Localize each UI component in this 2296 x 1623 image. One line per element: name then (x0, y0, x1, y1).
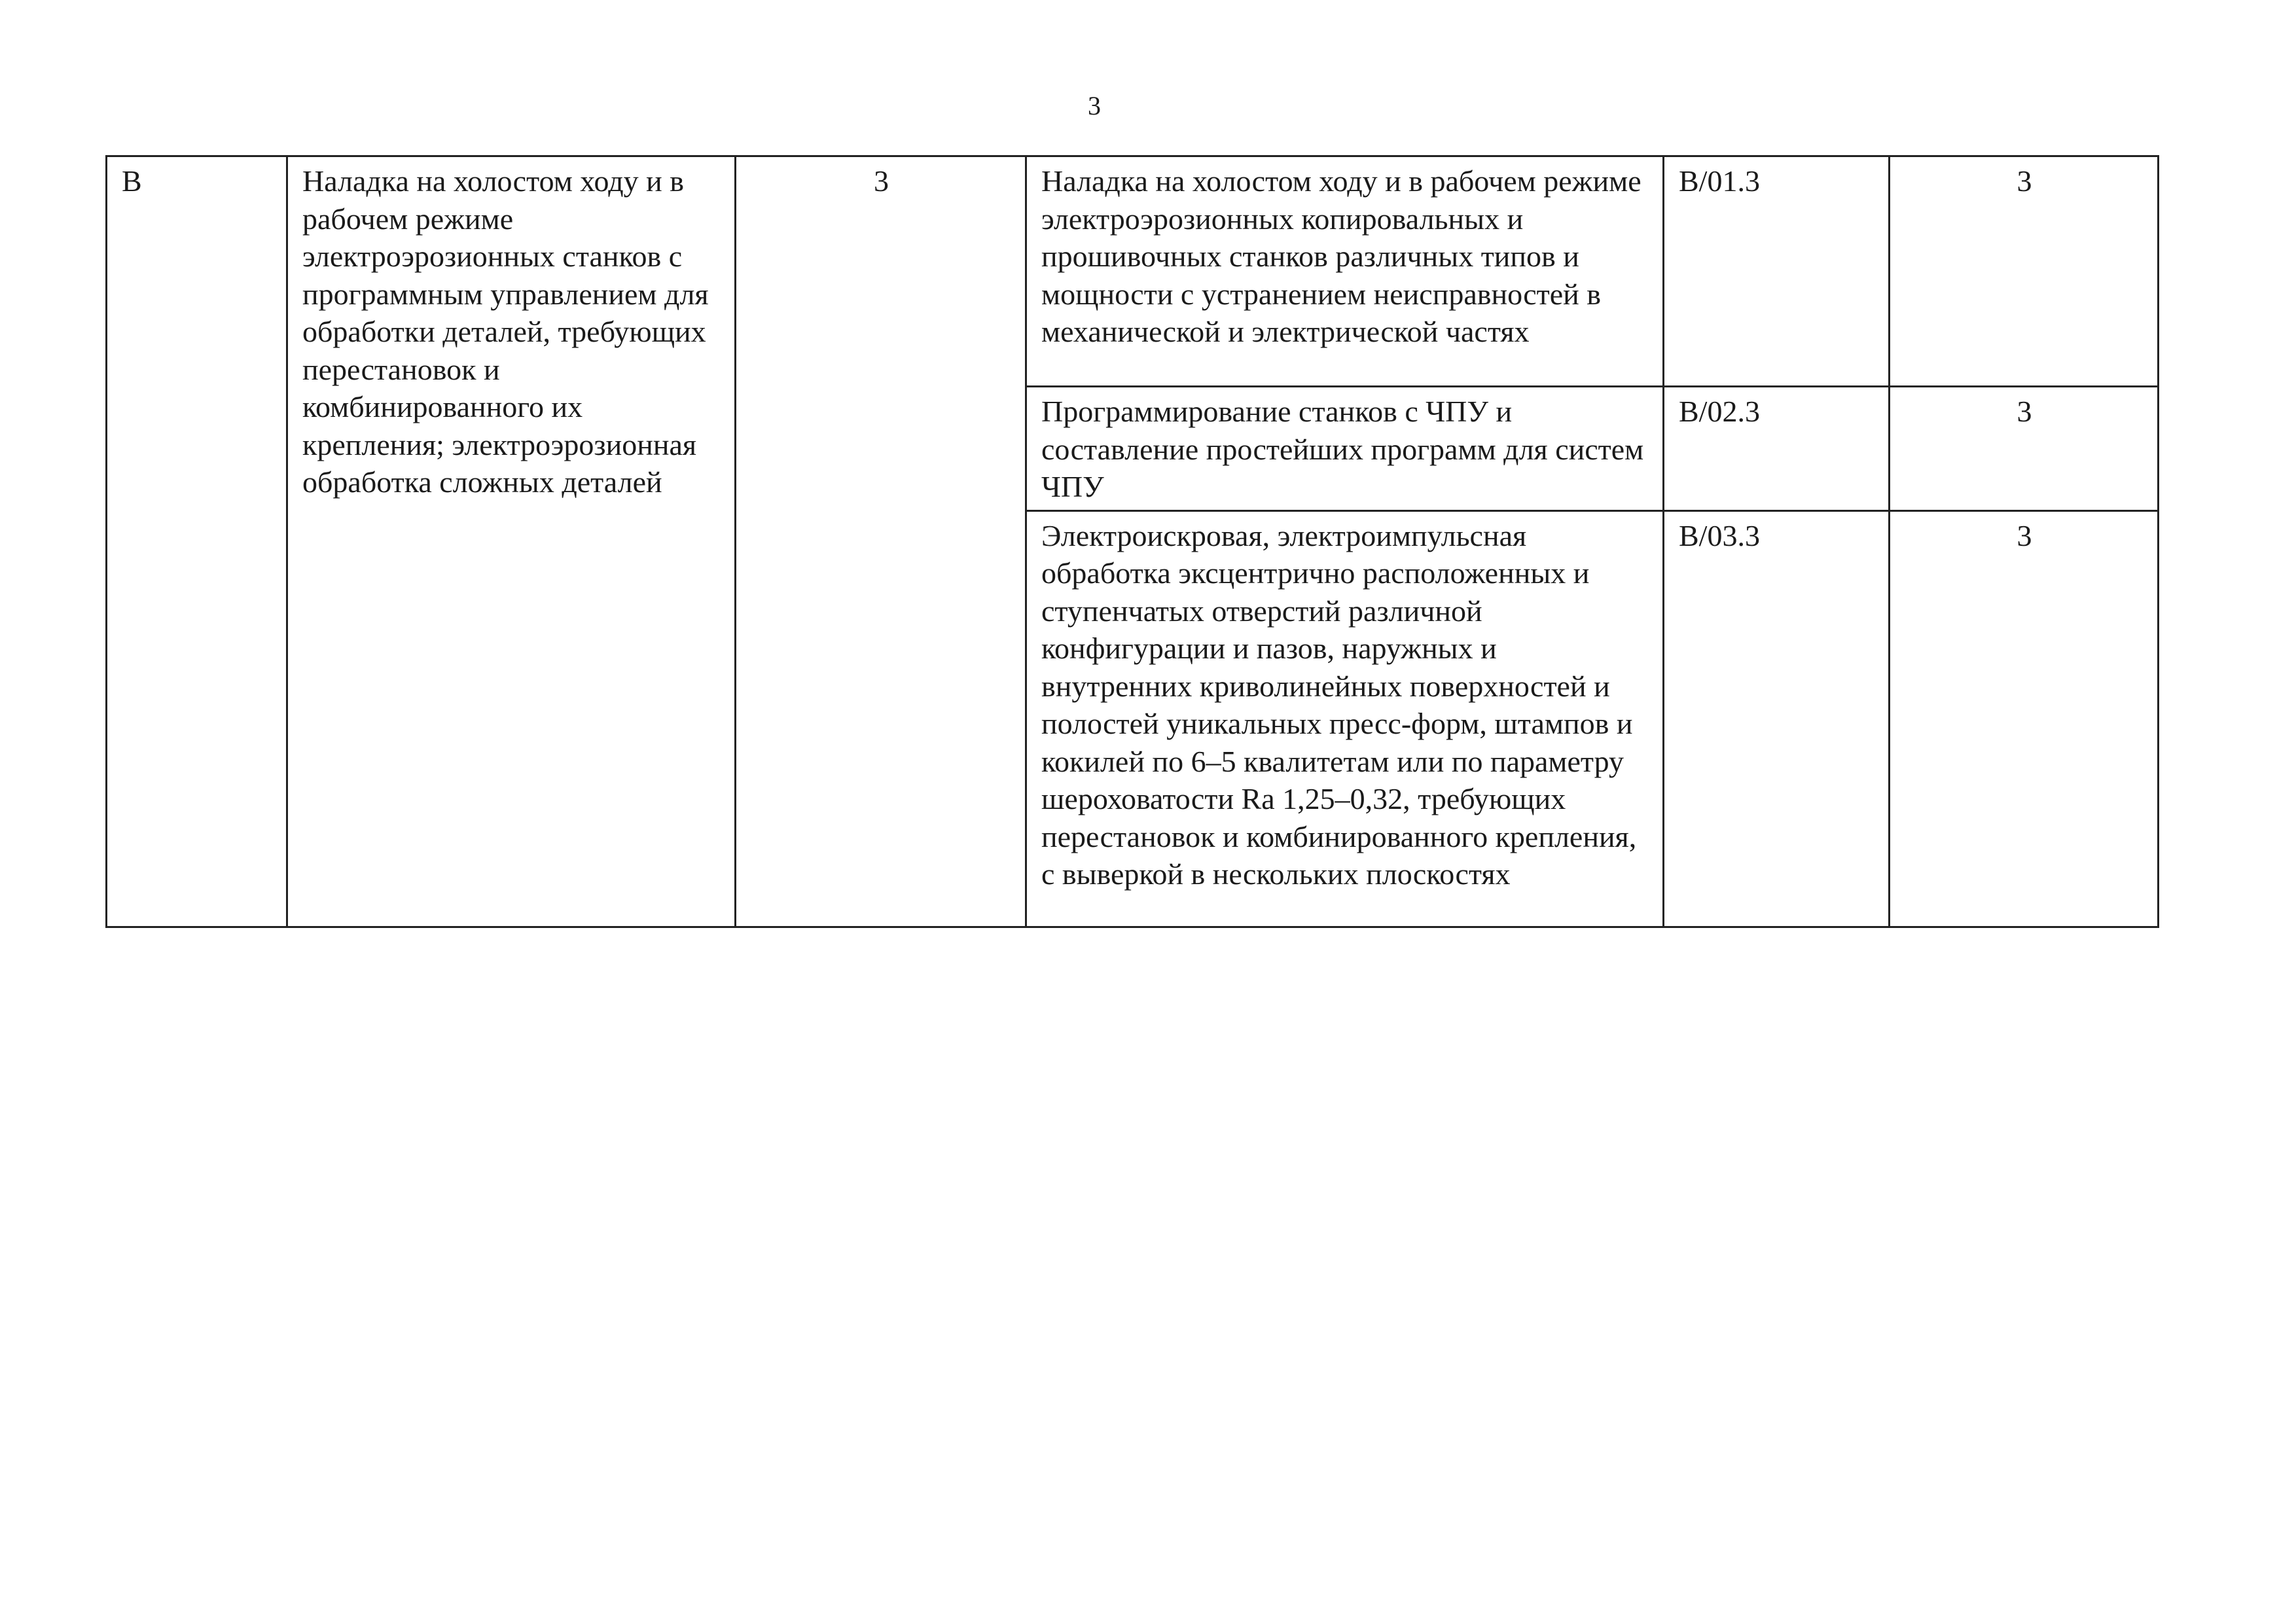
task-level: 3 (2017, 395, 2032, 428)
level-code-cell (107, 156, 287, 927)
qualification-level-cell (736, 156, 1026, 927)
function-name: Наладка на холостом ходу и в рабочем режиме электроэрозионных станков с программным управлением для обработки деталей, требующих перестановок и комбинированного их крепления; электроэрозионная обработка сложных деталей (302, 164, 709, 499)
task-cell (1026, 510, 1664, 927)
task-cell (1026, 387, 1664, 511)
functions-table (105, 155, 2159, 928)
task-code-cell (1664, 387, 1890, 511)
task-level-cell (1890, 387, 2159, 511)
task-code: В/01.3 (1679, 164, 1760, 198)
function-name-cell (287, 156, 736, 927)
task-level: 3 (2017, 518, 2032, 552)
table-row (107, 156, 2159, 387)
task-level-cell (1890, 156, 2159, 387)
task-code: В/03.3 (1679, 518, 1760, 552)
task-code-cell (1664, 510, 1890, 927)
page-number: 3 (1088, 91, 1101, 120)
task-text: Программирование станков с ЧПУ и составление простейших программ для систем ЧПУ (1041, 395, 1644, 503)
task-level-cell (1890, 510, 2159, 927)
task-text: Электроискровая, электроимпульсная обработка эксцентрично расположенных и ступенчатых отверстий различной конфигурации и пазов, наружных и внутренних криволинейных поверхностей и полостей уникальных пресс-форм, штампов и кокилей по 6–5 квалитетам или по параметру шероховатости Ra 1,25–0,32, требующих перестановок и комбинированного крепления, с выверкой в нескольких плоскостях (1041, 518, 1637, 891)
task-cell (1026, 156, 1664, 387)
task-code-cell (1664, 156, 1890, 387)
qualification-level: 3 (874, 164, 889, 198)
task-text: Наладка на холостом ходу и в рабочем режиме электроэрозионных копировальных и прошивочных станков различных типов и мощности с устранением неисправностей в механической и электрической частях (1041, 164, 1641, 348)
level-code: В (122, 164, 142, 198)
task-level: 3 (2017, 164, 2032, 198)
task-code: В/02.3 (1679, 395, 1760, 428)
